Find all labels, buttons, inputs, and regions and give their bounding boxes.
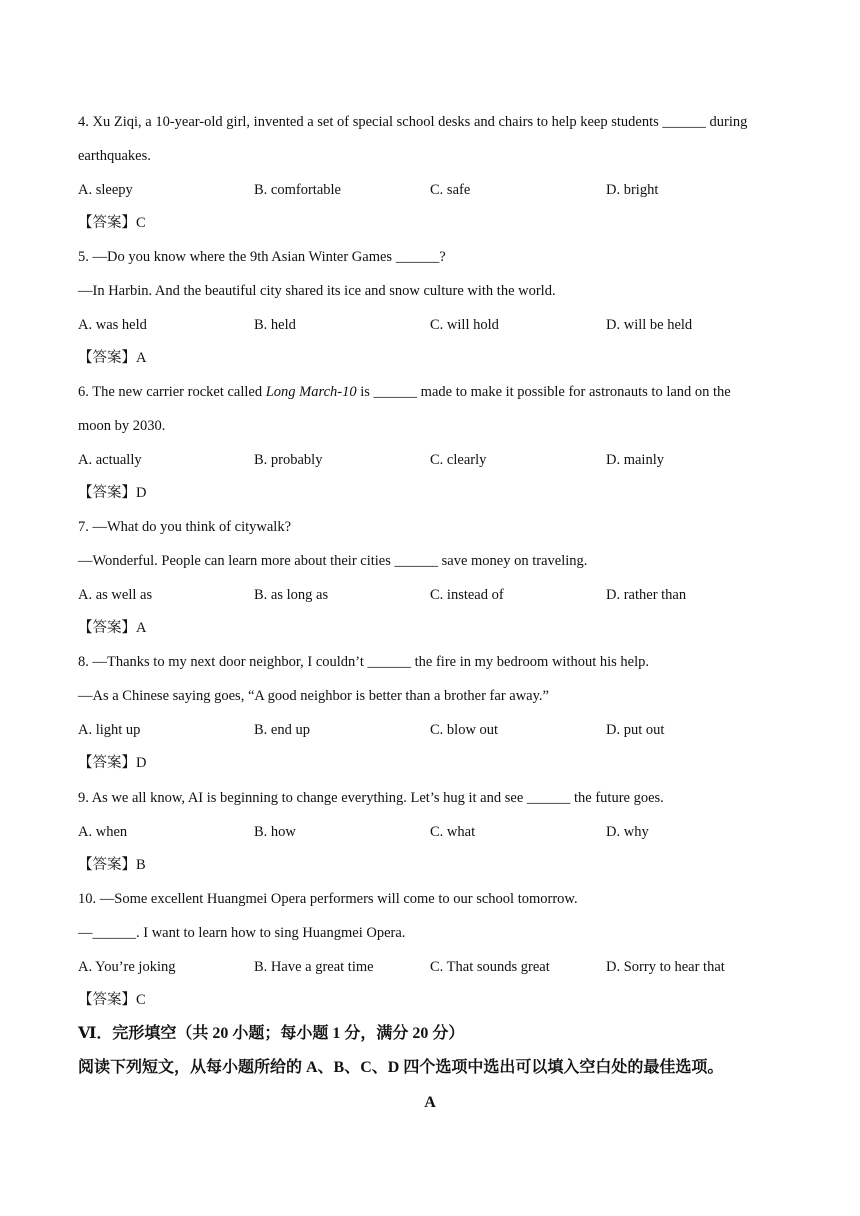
q6-option-b: B. probably bbox=[254, 452, 323, 468]
q6-stem-line1 bbox=[78, 383, 731, 401]
q10-option-a: A. You’re joking bbox=[78, 959, 176, 975]
q10-stem-line2: —______. I want to learn how to sing Huangmei Opera. bbox=[78, 925, 406, 941]
q8-option-b: B. end up bbox=[254, 722, 310, 738]
q6-stem-start: 6. The new carrier rocket called bbox=[78, 384, 266, 400]
passage-label: A bbox=[424, 1094, 436, 1111]
q4-answer: 【答案】C bbox=[78, 215, 146, 231]
q6-stem-line2: moon by 2030. bbox=[78, 418, 166, 434]
q10-stem-line1: 10. —Some excellent Huangmei Opera performers will come to our school tomorrow. bbox=[78, 891, 578, 907]
q7-option-c: C. instead of bbox=[430, 587, 504, 603]
q5-stem-line1: 5. —Do you know where the 9th Asian Winter Games ______? bbox=[78, 249, 446, 265]
section-instruction: 阅读下列短文，从每小题所给的 A、B、C、D 四个选项中选出可以填入空白处的最佳选项。 bbox=[78, 1059, 724, 1076]
q8-option-d: D. put out bbox=[606, 722, 665, 738]
q5-option-d: D. will be held bbox=[606, 317, 693, 333]
q9-answer: 【答案】B bbox=[78, 857, 146, 873]
q5-stem-line2: —In Harbin. And the beautiful city shared its ice and snow culture with the world. bbox=[78, 283, 556, 299]
q5-option-c: C. will hold bbox=[430, 317, 499, 333]
q6-rocket-name: Long March-10 bbox=[265, 384, 357, 400]
q5-answer: 【答案】A bbox=[78, 350, 147, 366]
q4-option-d: D. bright bbox=[606, 182, 659, 198]
q6-stem-end: is ______ made to make it possible for astronauts to land on the bbox=[356, 384, 731, 400]
q10-option-c: C. That sounds great bbox=[430, 959, 550, 975]
q4-option-c: C. safe bbox=[430, 182, 471, 198]
q9-option-c: C. what bbox=[430, 824, 476, 840]
q4-stem-line2: earthquakes. bbox=[78, 148, 151, 164]
q7-stem-line1: 7. —What do you think of citywalk? bbox=[78, 519, 292, 535]
q7-option-b: B. as long as bbox=[254, 587, 329, 603]
q5-option-b: B. held bbox=[254, 317, 296, 333]
q8-stem-line1: 8. —Thanks to my next door neighbor, I couldn’t ______ the fire in my bedroom without his help. bbox=[78, 654, 650, 670]
q10-answer: 【答案】C bbox=[78, 992, 146, 1008]
q6-option-d: D. mainly bbox=[606, 452, 664, 468]
section-heading: Ⅵ．完形填空（共 20 小题；每小题 1 分，满分 20 分） bbox=[78, 1025, 465, 1042]
q7-option-d: D. rather than bbox=[606, 587, 687, 603]
q10-option-d: D. Sorry to hear that bbox=[606, 959, 725, 975]
q5-option-a: A. was held bbox=[78, 317, 147, 333]
q4-stem-line1: 4. Xu Ziqi, a 10-year-old girl, invented a set of special school desks and chairs to help keep students ______ during bbox=[78, 114, 748, 130]
q8-option-a: A. light up bbox=[78, 722, 141, 738]
q8-answer: 【答案】D bbox=[78, 755, 147, 771]
q8-option-c: C. blow out bbox=[430, 722, 499, 738]
q9-option-a: A. when bbox=[78, 824, 128, 840]
q9-option-d: D. why bbox=[606, 824, 649, 840]
q6-option-c: C. clearly bbox=[430, 452, 487, 468]
q7-answer: 【答案】A bbox=[78, 620, 147, 636]
q4-option-a: A. sleepy bbox=[78, 182, 133, 198]
q10-option-b: B. Have a great time bbox=[254, 959, 374, 975]
q7-stem-line2: —Wonderful. People can learn more about their cities ______ save money on traveling. bbox=[78, 553, 588, 569]
q9-stem-line1: 9. As we all know, AI is beginning to change everything. Let’s hug it and see ______ the future goes. bbox=[78, 790, 664, 806]
q4-option-b: B. comfortable bbox=[254, 182, 341, 198]
q6-answer: 【答案】D bbox=[78, 485, 147, 501]
q6-option-a: A. actually bbox=[78, 452, 142, 468]
q8-stem-line2: —As a Chinese saying goes, “A good neighbor is better than a brother far away.” bbox=[78, 688, 549, 704]
q9-option-b: B. how bbox=[254, 824, 296, 840]
q7-option-a: A. as well as bbox=[78, 587, 153, 603]
